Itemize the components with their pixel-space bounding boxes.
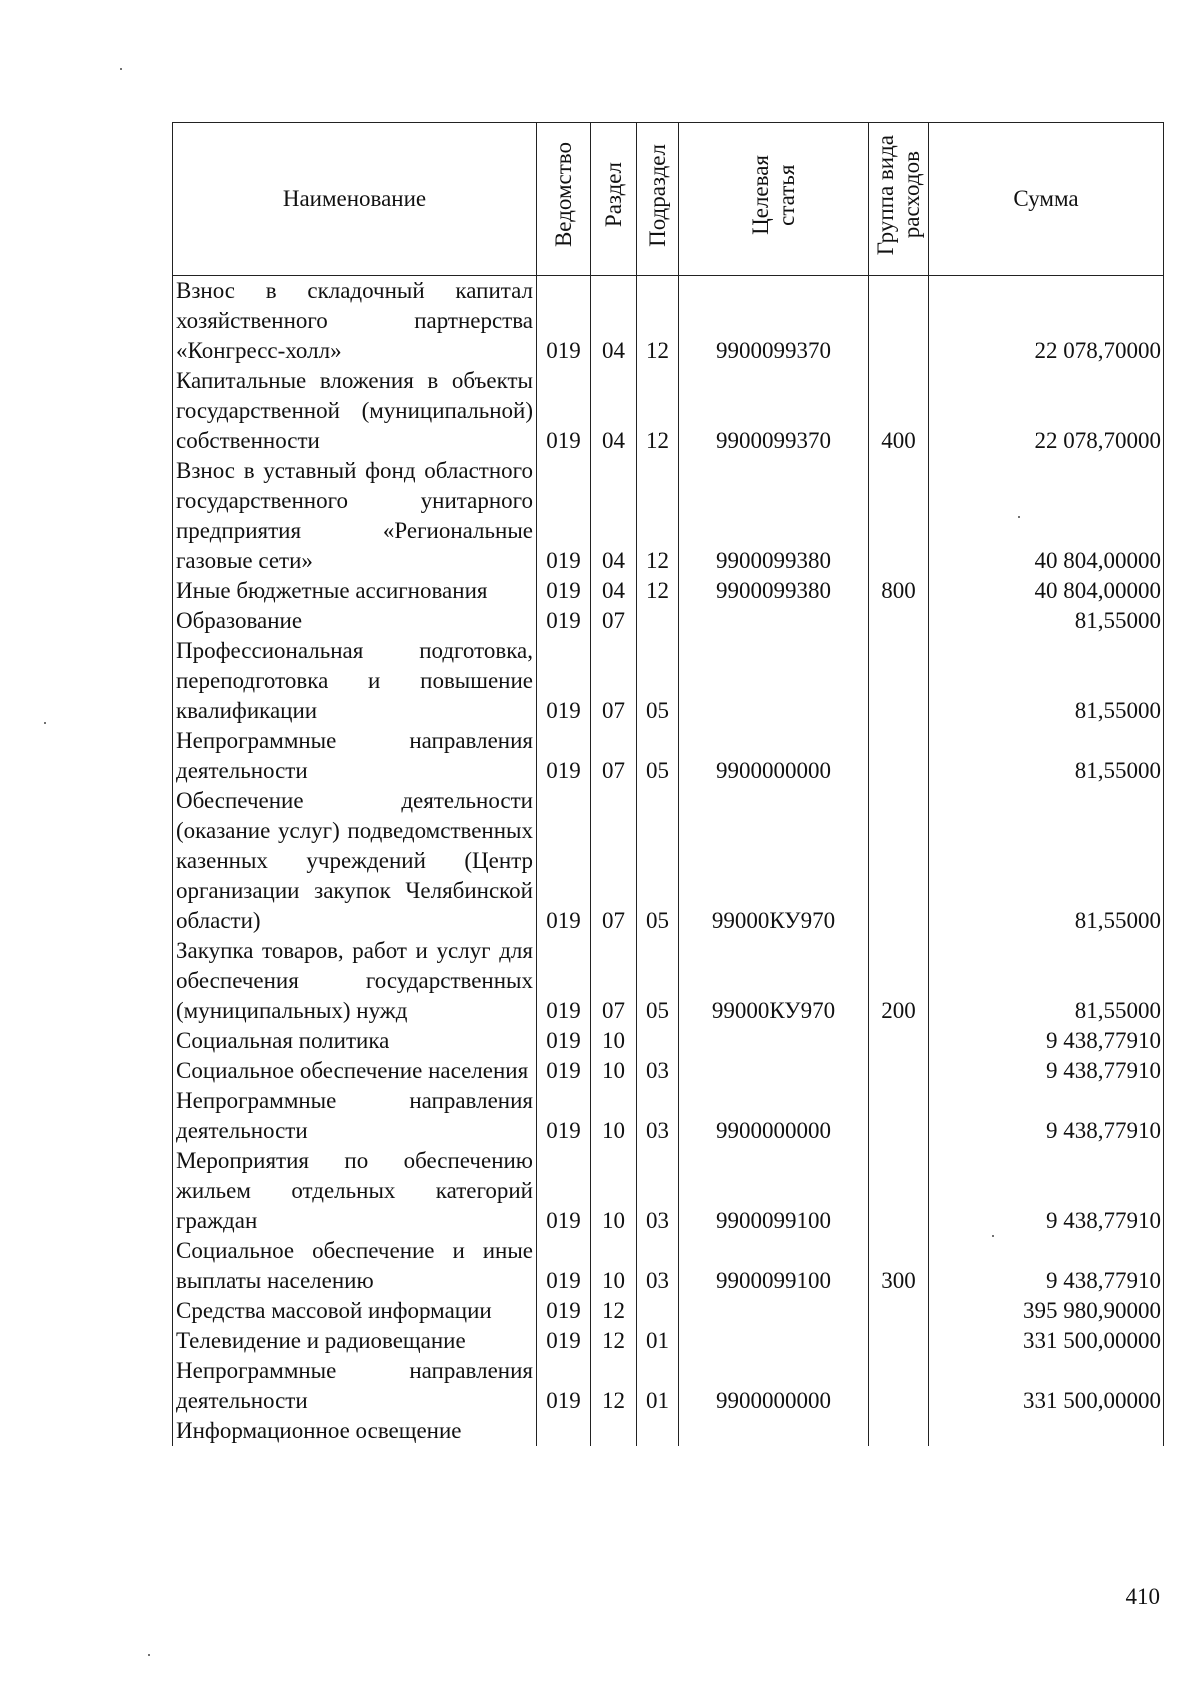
- row-target-item: 9900099370: [679, 366, 869, 456]
- table-row: [173, 456, 1164, 576]
- row-name: Социальное обеспечение и иные выплаты населению: [173, 1236, 537, 1296]
- row-amount: 9 438,77910: [929, 1236, 1164, 1296]
- row-amount: 9 438,77910: [929, 1146, 1164, 1236]
- row-expense-group: [869, 1326, 929, 1356]
- row-name: Телевидение и радиовещание: [173, 1326, 537, 1356]
- row-section: 10: [591, 1086, 637, 1146]
- row-section: 12: [591, 1296, 637, 1326]
- row-section: 12: [591, 1356, 637, 1416]
- row-name: Социальное обеспечение населения: [173, 1056, 537, 1086]
- row-subsection: 05: [637, 786, 679, 936]
- row-expense-group: [869, 786, 929, 936]
- row-subsection: 01: [637, 1326, 679, 1356]
- row-amount: 81,55000: [929, 606, 1164, 636]
- row-expense-group: [869, 1356, 929, 1416]
- row-section: 04: [591, 576, 637, 606]
- table-row: [173, 726, 1164, 786]
- row-department: 019: [537, 1236, 591, 1296]
- row-department: 019: [537, 1326, 591, 1356]
- row-name: Социальная политика: [173, 1026, 537, 1056]
- row-section: 07: [591, 606, 637, 636]
- row-section: 10: [591, 1056, 637, 1086]
- row-section: 10: [591, 1146, 637, 1236]
- row-expense-group: [869, 1086, 929, 1146]
- row-subsection: [637, 1026, 679, 1056]
- row-subsection: 01: [637, 1356, 679, 1416]
- table-row: [173, 1416, 1164, 1446]
- table-row: [173, 1086, 1164, 1146]
- row-section: 04: [591, 456, 637, 576]
- row-target-item: 9900000000: [679, 1086, 869, 1146]
- row-department: 019: [537, 1026, 591, 1056]
- row-amount: 9 438,77910: [929, 1026, 1164, 1056]
- row-expense-group: [869, 606, 929, 636]
- row-department: 019: [537, 726, 591, 786]
- row-target-item: 99000КУ970: [679, 936, 869, 1026]
- scan-speck: [120, 68, 122, 70]
- row-subsection: 03: [637, 1056, 679, 1086]
- row-name: Мероприятия по обеспечению жильем отдельных категорий граждан: [173, 1146, 537, 1236]
- row-target-item: 9900099100: [679, 1236, 869, 1296]
- row-department: 019: [537, 456, 591, 576]
- row-section: 04: [591, 366, 637, 456]
- table-row: [173, 1296, 1164, 1326]
- row-target-item: [679, 1416, 869, 1446]
- row-name: Капитальные вложения в объекты государственной (муниципальной) собственности: [173, 366, 537, 456]
- row-section: 10: [591, 1236, 637, 1296]
- row-target-item: [679, 1326, 869, 1356]
- row-name: Обеспечение деятельности (оказание услуг) подведомственных казенных учреждений (Центр организации закупок Челябинской области): [173, 786, 537, 936]
- row-name: Непрограммные направления деятельности: [173, 1356, 537, 1416]
- row-target-item: 9900099370: [679, 276, 869, 367]
- row-amount: 9 438,77910: [929, 1086, 1164, 1146]
- row-department: 019: [537, 1086, 591, 1146]
- row-amount: 9 438,77910: [929, 1056, 1164, 1086]
- row-name: Профессиональная подготовка, переподготовка и повышение квалификации: [173, 636, 537, 726]
- table-row: [173, 606, 1164, 636]
- row-expense-group: [869, 1296, 929, 1326]
- row-amount: 81,55000: [929, 636, 1164, 726]
- row-department: 019: [537, 786, 591, 936]
- budget-table: [172, 122, 1164, 1446]
- header-expense-group: Группа вида расходов: [869, 123, 929, 276]
- row-expense-group: [869, 276, 929, 367]
- row-expense-group: [869, 636, 929, 726]
- row-section: [591, 1416, 637, 1446]
- row-amount: 81,55000: [929, 786, 1164, 936]
- row-amount: 22 078,70000: [929, 366, 1164, 456]
- row-amount: 331 500,00000: [929, 1326, 1164, 1356]
- row-subsection: 12: [637, 576, 679, 606]
- table-row: [173, 1146, 1164, 1236]
- row-name: Информационное освещение: [173, 1416, 537, 1446]
- row-expense-group: [869, 456, 929, 576]
- row-target-item: [679, 1296, 869, 1326]
- row-department: 019: [537, 366, 591, 456]
- row-subsection: 05: [637, 636, 679, 726]
- row-department: 019: [537, 636, 591, 726]
- row-subsection: [637, 1296, 679, 1326]
- scan-speck: [148, 1654, 150, 1656]
- row-name: Образование: [173, 606, 537, 636]
- row-target-item: [679, 1026, 869, 1056]
- header-department: Ведомство: [537, 123, 591, 276]
- table-row: [173, 366, 1164, 456]
- header-subsection: Подраздел: [637, 123, 679, 276]
- row-target-item: 9900099100: [679, 1146, 869, 1236]
- row-target-item: 9900000000: [679, 1356, 869, 1416]
- row-name: Взнос в уставный фонд областного государственного унитарного предприятия «Региональные газовые сети»: [173, 456, 537, 576]
- row-department: 019: [537, 1146, 591, 1236]
- row-department: 019: [537, 606, 591, 636]
- row-department: 019: [537, 936, 591, 1026]
- row-target-item: [679, 1056, 869, 1086]
- header-name: Наименование: [173, 123, 537, 276]
- row-name: Иные бюджетные ассигнования: [173, 576, 537, 606]
- table-row: [173, 576, 1164, 606]
- table-row: [173, 1026, 1164, 1056]
- row-department: 019: [537, 1356, 591, 1416]
- row-section: 12: [591, 1326, 637, 1356]
- row-target-item: 9900000000: [679, 726, 869, 786]
- row-section: 07: [591, 636, 637, 726]
- row-expense-group: [869, 1026, 929, 1056]
- row-subsection: 12: [637, 456, 679, 576]
- scan-speck: [44, 722, 46, 724]
- row-section: 07: [591, 726, 637, 786]
- row-subsection: [637, 606, 679, 636]
- row-department: 019: [537, 1296, 591, 1326]
- row-amount: 22 078,70000: [929, 276, 1164, 367]
- row-subsection: 03: [637, 1236, 679, 1296]
- row-expense-group: [869, 1146, 929, 1236]
- table-row: [173, 636, 1164, 726]
- row-department: 019: [537, 576, 591, 606]
- row-section: 07: [591, 936, 637, 1026]
- header-amount: Сумма: [929, 123, 1164, 276]
- row-amount: 40 804,00000: [929, 576, 1164, 606]
- row-subsection: 12: [637, 276, 679, 367]
- row-name: Закупка товаров, работ и услуг для обеспечения государственных (муниципальных) нужд: [173, 936, 537, 1026]
- row-department: [537, 1416, 591, 1446]
- row-amount: 81,55000: [929, 726, 1164, 786]
- header-target-item: Целевая статья: [679, 123, 869, 276]
- row-subsection: 03: [637, 1146, 679, 1236]
- row-section: 04: [591, 276, 637, 367]
- row-subsection: 05: [637, 726, 679, 786]
- table-row: [173, 1056, 1164, 1086]
- row-subsection: 03: [637, 1086, 679, 1146]
- table-row: [173, 1356, 1164, 1416]
- row-expense-group: [869, 1416, 929, 1446]
- row-target-item: 9900099380: [679, 576, 869, 606]
- row-expense-group: 200: [869, 936, 929, 1026]
- row-subsection: 12: [637, 366, 679, 456]
- row-target-item: 9900099380: [679, 456, 869, 576]
- row-section: 07: [591, 786, 637, 936]
- table-row: [173, 936, 1164, 1026]
- row-expense-group: 800: [869, 576, 929, 606]
- row-expense-group: 300: [869, 1236, 929, 1296]
- table-row: [173, 1236, 1164, 1296]
- row-amount: 81,55000: [929, 936, 1164, 1026]
- row-name: Взнос в складочный капитал хозяйственного партнерства «Конгресс-холл»: [173, 276, 537, 367]
- row-expense-group: [869, 726, 929, 786]
- table-row: [173, 1326, 1164, 1356]
- row-name: Средства массовой информации: [173, 1296, 537, 1326]
- row-amount: 40 804,00000: [929, 456, 1164, 576]
- row-department: 019: [537, 1056, 591, 1086]
- row-amount: [929, 1416, 1164, 1446]
- row-target-item: 99000КУ970: [679, 786, 869, 936]
- row-amount: 395 980,90000: [929, 1296, 1164, 1326]
- row-name: Непрограммные направления деятельности: [173, 1086, 537, 1146]
- table-row: [173, 276, 1164, 367]
- row-subsection: 05: [637, 936, 679, 1026]
- row-department: 019: [537, 276, 591, 367]
- row-subsection: [637, 1416, 679, 1446]
- row-section: 10: [591, 1026, 637, 1056]
- row-amount: 331 500,00000: [929, 1356, 1164, 1416]
- table-row: [173, 786, 1164, 936]
- row-expense-group: 400: [869, 366, 929, 456]
- page-number: 410: [1125, 1584, 1160, 1609]
- scan-speck: [992, 1235, 994, 1237]
- table-header-row: [173, 123, 1164, 276]
- row-target-item: [679, 606, 869, 636]
- scan-speck: [1018, 516, 1020, 518]
- row-expense-group: [869, 1056, 929, 1086]
- row-target-item: [679, 636, 869, 726]
- header-section: Раздел: [591, 123, 637, 276]
- row-name: Непрограммные направления деятельности: [173, 726, 537, 786]
